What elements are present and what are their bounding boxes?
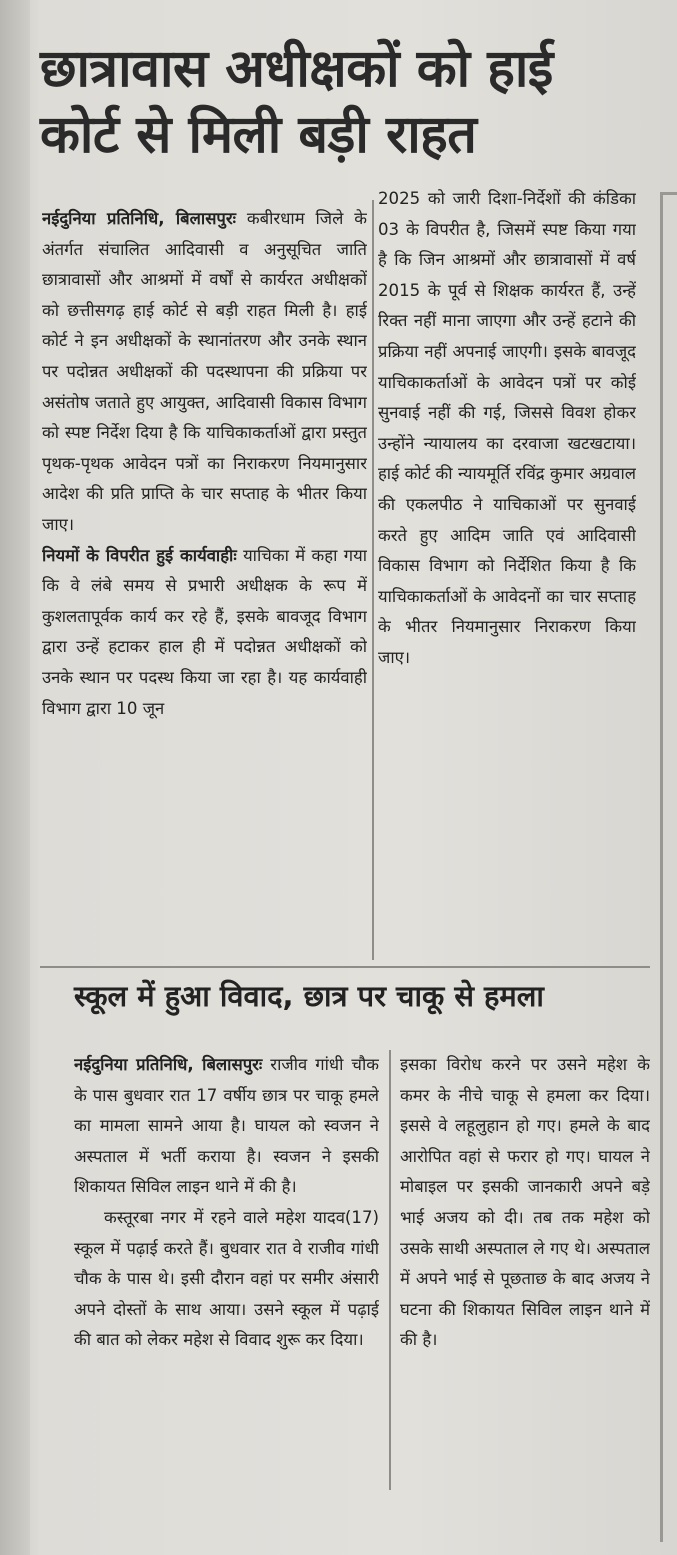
article1-column-divider (372, 200, 374, 960)
article2-intro (74, 1050, 379, 1203)
article2-column-divider (389, 1050, 391, 1490)
article1-intro (42, 204, 367, 541)
article1-dateline: नईदुनिया प्रतिनिधि, बिलासपुरः (42, 209, 236, 228)
article2-column-2 (400, 1050, 650, 1520)
article2-headline: स्कूल में हुआ विवाद, छात्र पर चाकू से हमला (74, 979, 544, 1013)
article2-para1: राजीव गांधी चौक के पास बुधवार रात 17 वर्षीय छात्र पर चाकू हमले का मामला सामने आया है। घायल को स्वजन ने अस्पताल में भर्ती कराया है। स्वजन ने इसकी शिकायत सिविल लाइन थाने में की है। (74, 1055, 379, 1197)
article1-column-1 (42, 204, 367, 964)
article1-para2: याचिका में कहा गया कि वे लंबे समय से प्रभारी अधीक्षक के रूप में कुशलतापूर्वक कार्य कर रहे हैं, इसके बावजूद विभाग द्वारा उन्हें हटाकर हाल ही में पदोन्नत अधीक्षकों को उनके स्थान पर पदस्थ किया जा रहा है। यह कार्यवाही विभाग द्वारा 10 जून (42, 545, 367, 718)
adjacent-column-border (660, 192, 663, 1542)
article2-para2: कस्तूरबा नगर में रहने वाले महेश यादव(17) स्कूल में पढ़ाई करते हैं। बुधवार रात वे राजीव गांधी चौक के पास थे। इसी दौरान वहां पर समीर अंसारी अपने दोस्तों के साथ आया। उसने स्कूल में पढ़ाई की बात को लेकर महेश से विवाद शुरू कर दिया। (74, 1207, 379, 1350)
article2-column-1 (74, 1050, 379, 1520)
article-separator (40, 966, 650, 968)
article1-para1: कबीरधाम जिले के अंतर्गत संचालित आदिवासी व अनुसूचित जाति छात्रावासों और आश्रमों में वर्षों से कार्यरत अधीक्षकों को छत्तीसगढ़ हाई कोर्ट से बड़ी राहत मिली है। हाई कोर्ट ने इन अधीक्षकों के स्थानांतरण और उनके स्थान पर पदोन्नत अधीक्षकों की पदस्थापना की प्रक्रिया पर असंतोष जताते हुए आयुक्त, आदिवासी विकास विभाग को स्पष्ट निर्देश दिया है कि याचिकाकर्ताओं द्वारा प्रस्तुत पृथक-पृथक आवेदन पत्रों का निराकरण नियमानुसार आदेश की प्रति प्राप्ति के चार सप्ताह के भीतर किया जाए। (42, 209, 367, 534)
article1-column-2 (378, 184, 636, 964)
article2-col2-para: इसका विरोध करने पर उसने महेश के कमर के नीचे चाकू से हमला कर दिया। इससे वे लहूलुहान हो गए। हमले के बाद आरोपित वहां से फरार हो गए। घायल ने मोबाइल पर इसकी जानकारी अपने बड़े भाई अजय को दी। तब तक महेश को उसके साथी अस्पताल ले गए थे। अस्पताल में अपने भाई से पूछताछ के बाद अजय ने घटना की शिकायत सिविल लाइन थाने में की है। (400, 1055, 650, 1350)
article2-dateline: नईदुनिया प्रतिनिधि, बिलासपुरः (74, 1055, 263, 1074)
article1-subhead: नियमों के विपरीत हुई कार्यवाहीः (42, 545, 237, 565)
article1-headline: छात्रावास अधीक्षकों को हाई कोर्ट से मिली बड़ी राहत (40, 39, 553, 165)
article1-col2-para: 2025 को जारी दिशा-निर्देशों की कंडिका 03 के विपरीत है, जिसमें स्पष्ट किया गया है कि जिन आश्रमों और छात्रावासों में वर्ष 2015 के पूर्व से शिक्षक कार्यरत हैं, उन्हें रिक्त नहीं माना जाएगा और उन्हें हटाने की प्रक्रिया नहीं अपनाई जाएगी। इसके बावजूद याचिकाकर्ताओं के आवेदन पत्रों पर कोई सुनवाई नहीं की गई, जिससे विवश होकर उन्होंने न्यायालय का दरवाजा खटखटाया। हाई कोर्ट की न्यायमूर्ति रविंद्र कुमार अग्रवाल की एकलपीठ ने याचिकाओं पर सुनवाई करते हुए आदिम जाति एवं आदिवासी विकास विभाग को निर्देशित किया है कि याचिकाकर्ताओं के आवेदनों का चार सप्ताह के भीतर नियमानुसार निराकरण किया जाए। (378, 189, 636, 667)
article1-subsection (42, 541, 367, 725)
page-gutter (0, 0, 30, 1555)
